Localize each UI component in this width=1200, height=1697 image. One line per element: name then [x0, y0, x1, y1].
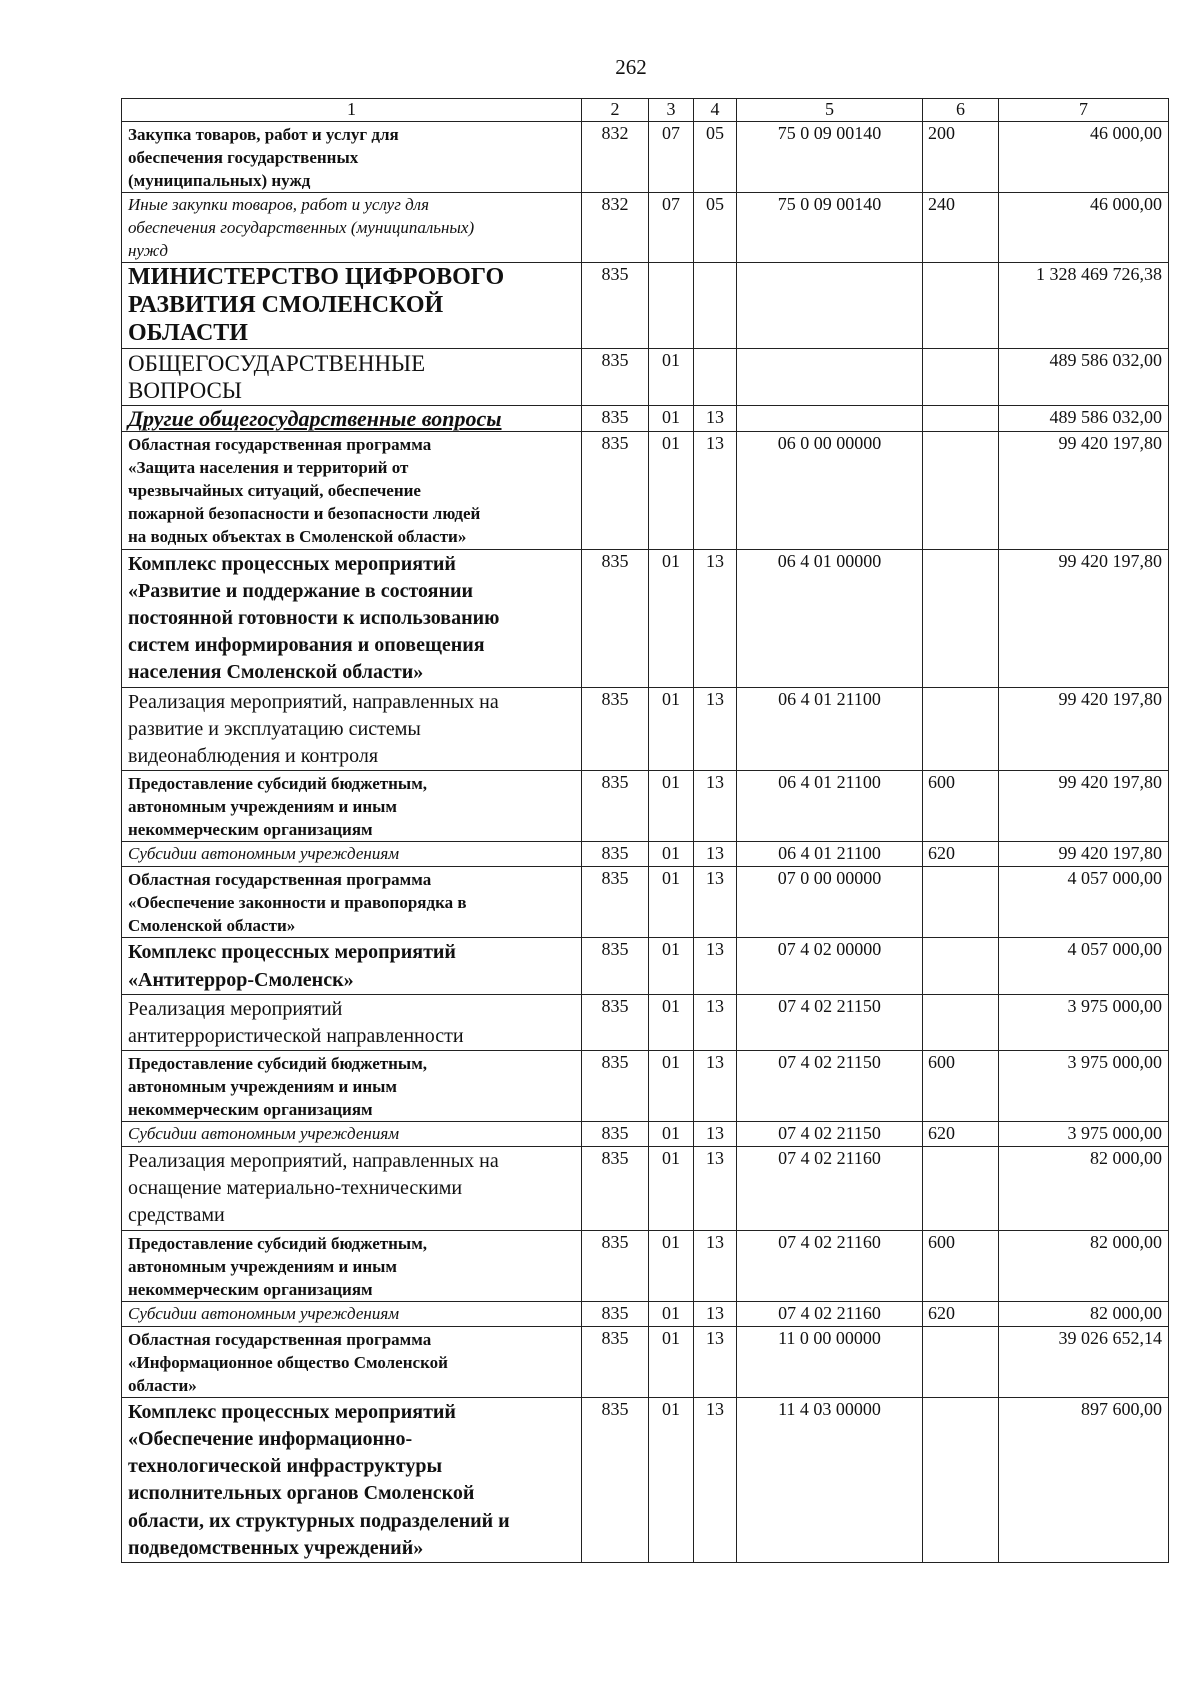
cell-expense-type: 620	[923, 1301, 999, 1326]
cell-section: 01	[649, 1301, 694, 1326]
cell-subsection: 13	[694, 1230, 737, 1301]
cell-target-article: 07 4 02 21160	[737, 1301, 923, 1326]
cell-amount: 3 975 000,00	[999, 1051, 1169, 1122]
row-name: Предоставление субсидий бюджетным, автономным учреждениям и иным некоммерческим организациям	[122, 1230, 582, 1301]
cell-subsection: 13	[694, 1397, 737, 1562]
cell-subsection: 13	[694, 549, 737, 687]
row-name: Областная государственная программа «Информационное общество Смоленской области»	[122, 1326, 582, 1397]
cell-section: 01	[649, 938, 694, 994]
cell-subsection: 13	[694, 1051, 737, 1122]
cell-subsection: 05	[694, 122, 737, 193]
row-name: Комплекс процессных мероприятий «Антитеррор-Смоленск»	[122, 938, 582, 994]
table-row	[122, 549, 1169, 687]
cell-expense-type	[923, 938, 999, 994]
cell-section: 01	[649, 994, 694, 1050]
cell-amount: 3 975 000,00	[999, 994, 1169, 1050]
cell-target-article: 06 4 01 21100	[737, 842, 923, 867]
cell-target-article: 11 0 00 00000	[737, 1326, 923, 1397]
cell-subsection: 13	[694, 1301, 737, 1326]
table-row	[122, 687, 1169, 771]
cell-expense-type	[923, 263, 999, 348]
cell-section: 01	[649, 1326, 694, 1397]
cell-ministry-code: 835	[582, 1051, 649, 1122]
cell-subsection: 13	[694, 405, 737, 431]
cell-amount: 489 586 032,00	[999, 348, 1169, 405]
cell-section	[649, 263, 694, 348]
page-number: 262	[615, 55, 647, 79]
cell-ministry-code: 835	[582, 263, 649, 348]
cell-section: 07	[649, 122, 694, 193]
cell-section: 01	[649, 1051, 694, 1122]
budget-table	[121, 98, 1169, 1563]
column-header: 5	[737, 99, 923, 122]
column-header: 2	[582, 99, 649, 122]
table-row	[122, 994, 1169, 1050]
cell-section: 01	[649, 842, 694, 867]
cell-target-article: 07 4 02 21150	[737, 1122, 923, 1147]
cell-ministry-code: 835	[582, 771, 649, 842]
row-name: МИНИСТЕРСТВО ЦИФРОВОГО РАЗВИТИЯ СМОЛЕНСКОЙ ОБЛАСТИ	[122, 263, 582, 348]
cell-target-article: 07 4 02 00000	[737, 938, 923, 994]
cell-subsection: 13	[694, 771, 737, 842]
cell-section: 01	[649, 687, 694, 771]
cell-expense-type: 600	[923, 771, 999, 842]
cell-amount: 99 420 197,80	[999, 771, 1169, 842]
table-row	[122, 122, 1169, 193]
cell-amount: 99 420 197,80	[999, 432, 1169, 550]
cell-ministry-code: 832	[582, 122, 649, 193]
cell-expense-type: 600	[923, 1051, 999, 1122]
table-row	[122, 1301, 1169, 1326]
cell-target-article: 07 0 00 00000	[737, 867, 923, 938]
cell-expense-type: 620	[923, 1122, 999, 1147]
column-header: 3	[649, 99, 694, 122]
cell-amount: 489 586 032,00	[999, 405, 1169, 431]
cell-section: 07	[649, 193, 694, 263]
cell-expense-type: 200	[923, 122, 999, 193]
cell-subsection: 05	[694, 193, 737, 263]
column-header: 1	[122, 99, 582, 122]
cell-amount: 39 026 652,14	[999, 1326, 1169, 1397]
row-name: Реализация мероприятий, направленных на оснащение материально-техническими средствами	[122, 1147, 582, 1231]
table-row	[122, 432, 1169, 550]
cell-subsection: 13	[694, 1326, 737, 1397]
header-row	[122, 99, 1169, 122]
cell-section: 01	[649, 1147, 694, 1231]
cell-target-article: 06 4 01 21100	[737, 687, 923, 771]
cell-target-article: 75 0 09 00140	[737, 193, 923, 263]
table-row	[122, 1051, 1169, 1122]
table-row	[122, 1147, 1169, 1231]
cell-target-article: 07 4 02 21150	[737, 994, 923, 1050]
cell-expense-type: 620	[923, 842, 999, 867]
cell-subsection: 13	[694, 687, 737, 771]
table-row	[122, 193, 1169, 263]
table-row	[122, 1122, 1169, 1147]
row-name: Субсидии автономным учреждениям	[122, 1122, 582, 1147]
cell-ministry-code: 835	[582, 1301, 649, 1326]
cell-amount: 4 057 000,00	[999, 938, 1169, 994]
cell-expense-type: 240	[923, 193, 999, 263]
column-header: 4	[694, 99, 737, 122]
column-header: 6	[923, 99, 999, 122]
cell-expense-type	[923, 1147, 999, 1231]
cell-section: 01	[649, 867, 694, 938]
cell-ministry-code: 835	[582, 1397, 649, 1562]
cell-target-article: 07 4 02 21160	[737, 1230, 923, 1301]
table-row	[122, 1326, 1169, 1397]
row-name: ОБЩЕГОСУДАРСТВЕННЫЕ ВОПРОСЫ	[122, 348, 582, 405]
row-name: Областная государственная программа «Обеспечение законности и правопорядка в Смоленской области»	[122, 867, 582, 938]
cell-expense-type	[923, 432, 999, 550]
cell-section: 01	[649, 405, 694, 431]
cell-ministry-code: 835	[582, 549, 649, 687]
row-name: Иные закупки товаров, работ и услуг для обеспечения государственных (муниципальных) нужд	[122, 193, 582, 263]
cell-section: 01	[649, 432, 694, 550]
cell-target-article	[737, 263, 923, 348]
cell-amount: 99 420 197,80	[999, 549, 1169, 687]
cell-amount: 3 975 000,00	[999, 1122, 1169, 1147]
cell-subsection: 13	[694, 867, 737, 938]
cell-amount: 99 420 197,80	[999, 687, 1169, 771]
cell-expense-type	[923, 549, 999, 687]
cell-amount: 46 000,00	[999, 193, 1169, 263]
table-row	[122, 771, 1169, 842]
cell-expense-type	[923, 687, 999, 771]
cell-ministry-code: 832	[582, 193, 649, 263]
cell-expense-type	[923, 348, 999, 405]
table-row	[122, 405, 1169, 431]
row-name: Комплекс процессных мероприятий «Обеспечение информационно- технологической инфраструктуры исполнительных органов Смоленской области, их структурных подразделений и подведомственных учреждений»	[122, 1397, 582, 1562]
row-name: Предоставление субсидий бюджетным, автономным учреждениям и иным некоммерческим организациям	[122, 771, 582, 842]
cell-target-article: 11 4 03 00000	[737, 1397, 923, 1562]
cell-target-article	[737, 405, 923, 431]
cell-subsection: 13	[694, 1122, 737, 1147]
cell-amount: 46 000,00	[999, 122, 1169, 193]
cell-expense-type	[923, 867, 999, 938]
row-name: Реализация мероприятий, направленных на развитие и эксплуатацию системы видеонаблюдения и контроля	[122, 687, 582, 771]
cell-target-article: 07 4 02 21150	[737, 1051, 923, 1122]
cell-amount: 82 000,00	[999, 1147, 1169, 1231]
row-name: Комплекс процессных мероприятий «Развитие и поддержание в состоянии постоянной готовности к использованию систем информирования и оповещения населения Смоленской области»	[122, 549, 582, 687]
cell-ministry-code: 835	[582, 1326, 649, 1397]
cell-subsection: 13	[694, 842, 737, 867]
column-header: 7	[999, 99, 1169, 122]
row-name: Субсидии автономным учреждениям	[122, 842, 582, 867]
cell-expense-type	[923, 994, 999, 1050]
table-row	[122, 263, 1169, 348]
table-row	[122, 867, 1169, 938]
cell-target-article: 06 4 01 21100	[737, 771, 923, 842]
cell-ministry-code: 835	[582, 842, 649, 867]
cell-section: 01	[649, 1230, 694, 1301]
cell-ministry-code: 835	[582, 867, 649, 938]
cell-subsection	[694, 348, 737, 405]
row-name: Субсидии автономным учреждениям	[122, 1301, 582, 1326]
row-name: Областная государственная программа «Защита населения и территорий от чрезвычайных ситуаций, обеспечение пожарной безопасности и безопасности людей на водных объектах в Смоленской области»	[122, 432, 582, 550]
cell-target-article: 07 4 02 21160	[737, 1147, 923, 1231]
cell-amount: 99 420 197,80	[999, 842, 1169, 867]
cell-amount: 82 000,00	[999, 1301, 1169, 1326]
cell-ministry-code: 835	[582, 1122, 649, 1147]
cell-ministry-code: 835	[582, 1230, 649, 1301]
cell-ministry-code: 835	[582, 994, 649, 1050]
cell-amount: 4 057 000,00	[999, 867, 1169, 938]
cell-ministry-code: 835	[582, 687, 649, 771]
table-row	[122, 1397, 1169, 1562]
cell-section: 01	[649, 1122, 694, 1147]
table-row	[122, 348, 1169, 405]
cell-ministry-code: 835	[582, 1147, 649, 1231]
row-name: Предоставление субсидий бюджетным, автономным учреждениям и иным некоммерческим организациям	[122, 1051, 582, 1122]
cell-amount: 1 328 469 726,38	[999, 263, 1169, 348]
cell-section: 01	[649, 549, 694, 687]
cell-subsection: 13	[694, 432, 737, 550]
cell-section: 01	[649, 1397, 694, 1562]
cell-expense-type	[923, 1326, 999, 1397]
cell-amount: 897 600,00	[999, 1397, 1169, 1562]
table-row	[122, 842, 1169, 867]
row-name: Другие общегосударственные вопросы	[122, 405, 582, 431]
cell-target-article: 75 0 09 00140	[737, 122, 923, 193]
cell-target-article: 06 0 00 00000	[737, 432, 923, 550]
cell-section: 01	[649, 348, 694, 405]
cell-subsection: 13	[694, 994, 737, 1050]
cell-section: 01	[649, 771, 694, 842]
row-name: Реализация мероприятий антитеррористической направленности	[122, 994, 582, 1050]
cell-ministry-code: 835	[582, 405, 649, 431]
cell-target-article: 06 4 01 00000	[737, 549, 923, 687]
cell-expense-type	[923, 405, 999, 431]
row-name: Закупка товаров, работ и услуг для обеспечения государственных (муниципальных) нужд	[122, 122, 582, 193]
table-row	[122, 938, 1169, 994]
cell-ministry-code: 835	[582, 348, 649, 405]
cell-target-article	[737, 348, 923, 405]
cell-expense-type	[923, 1397, 999, 1562]
cell-ministry-code: 835	[582, 938, 649, 994]
table-row	[122, 1230, 1169, 1301]
cell-amount: 82 000,00	[999, 1230, 1169, 1301]
cell-ministry-code: 835	[582, 432, 649, 550]
cell-subsection: 13	[694, 1147, 737, 1231]
cell-subsection	[694, 263, 737, 348]
cell-expense-type: 600	[923, 1230, 999, 1301]
cell-subsection: 13	[694, 938, 737, 994]
